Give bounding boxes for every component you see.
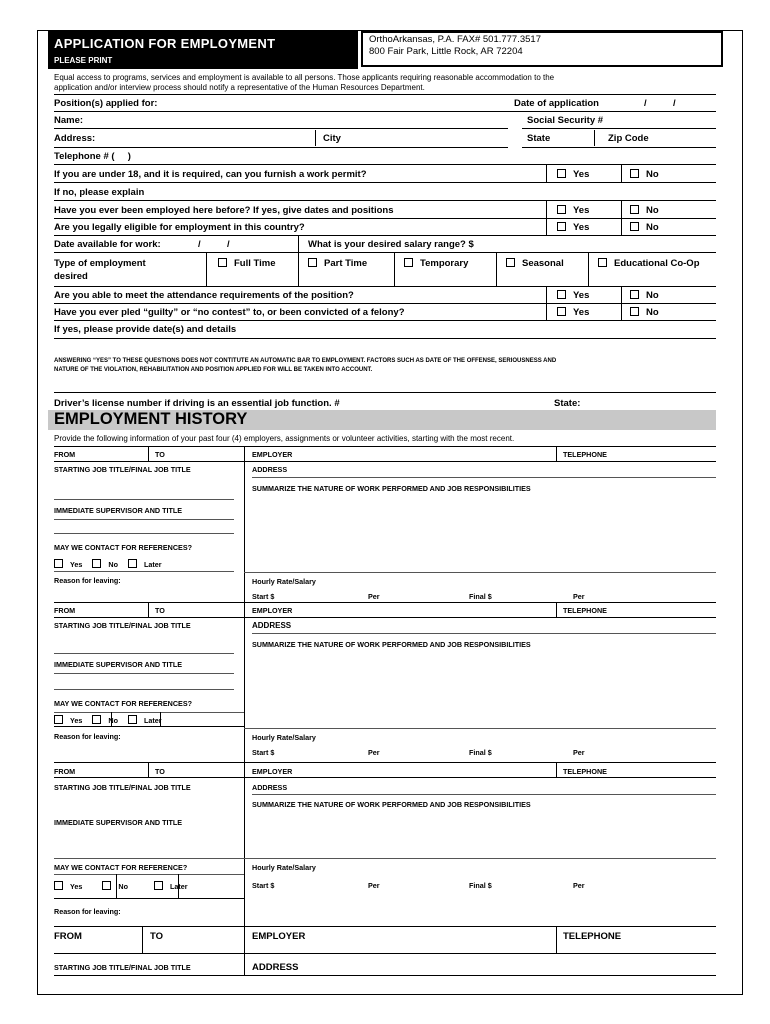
reason-leaving-label: Reason for leaving: bbox=[54, 732, 121, 741]
explain-label: If no, please explain bbox=[54, 187, 145, 198]
employed-here-question: Have you ever been employed here before? If yes, give dates and positions bbox=[54, 205, 394, 216]
start-pay-label: Start $ bbox=[252, 592, 275, 601]
job-title-label: STARTING JOB TITLE/FINAL JOB TITLE bbox=[54, 621, 191, 630]
employment-type-label: Type of employment bbox=[54, 258, 146, 269]
checkbox-icon bbox=[92, 559, 101, 568]
job-title-label: STARTING JOB TITLE/FINAL JOB TITLE bbox=[54, 465, 191, 474]
educational-co-op-option[interactable]: Educational Co-Op bbox=[598, 258, 700, 269]
form-title: APPLICATION FOR EMPLOYMENT bbox=[54, 36, 276, 51]
address-caps-label: ADDRESS bbox=[252, 783, 288, 792]
to-label: TO bbox=[155, 606, 165, 615]
from-label: FROM bbox=[54, 450, 76, 459]
work-permit-no[interactable]: No bbox=[630, 169, 659, 180]
equal-access-notice-2: application and/or interview process should notify a representative of the Human Resources Department. bbox=[54, 83, 425, 92]
company-address-box bbox=[361, 31, 723, 67]
hourly-rate-label: Hourly Rate/Salary bbox=[252, 577, 316, 586]
checkbox-icon bbox=[218, 258, 227, 267]
employer-label: EMPLOYER bbox=[252, 450, 293, 459]
employed-here-yes[interactable]: Yes bbox=[557, 205, 589, 216]
form-title-bar bbox=[48, 31, 358, 69]
employed-here-no[interactable]: No bbox=[630, 205, 659, 216]
part-time-option[interactable]: Part Time bbox=[308, 258, 367, 269]
employer-label: EMPLOYER bbox=[252, 767, 293, 776]
checkbox-icon bbox=[54, 881, 63, 890]
telephone-caps-label: TELEPHONE bbox=[563, 767, 607, 776]
final-pay-label: Final $ bbox=[469, 881, 492, 890]
work-permit-question: If you are under 18, and it is required, can you furnish a work permit? bbox=[54, 169, 367, 180]
contact-question: MAY WE CONTACT FOR REFERENCE? bbox=[54, 863, 188, 872]
checkbox-icon bbox=[404, 258, 413, 267]
summarize-label: SUMMARIZE THE NATURE OF WORK PERFORMED AND JOB RESPONSIBILITIES bbox=[252, 640, 531, 649]
checkbox-icon bbox=[54, 715, 63, 724]
address-caps-label: ADDRESS bbox=[252, 465, 288, 474]
ssn-label: Social Security # bbox=[527, 115, 604, 126]
checkbox-icon bbox=[630, 205, 639, 214]
eligible-no[interactable]: No bbox=[630, 222, 659, 233]
state-label: State bbox=[527, 133, 551, 144]
per-label: Per bbox=[368, 748, 380, 757]
contact-options[interactable]: Yes No Later bbox=[54, 715, 162, 725]
start-pay-label: Start $ bbox=[252, 881, 275, 890]
checkbox-icon bbox=[557, 222, 566, 231]
reason-leaving-label: Reason for leaving: bbox=[54, 907, 121, 916]
contact-question: MAY WE CONTACT FOR REFERENCES? bbox=[54, 699, 193, 708]
contact-options[interactable]: Yes No Later bbox=[54, 559, 162, 569]
per-label: Per bbox=[573, 748, 585, 757]
employer-label: EMPLOYER bbox=[252, 606, 293, 615]
seasonal-option[interactable]: Seasonal bbox=[506, 258, 564, 269]
salary-range-question: What is your desired salary range? $ bbox=[308, 239, 474, 250]
checkbox-icon bbox=[630, 307, 639, 316]
hourly-rate-label: Hourly Rate/Salary bbox=[252, 863, 316, 872]
from-label: FROM bbox=[54, 931, 82, 942]
checkbox-icon bbox=[102, 881, 111, 890]
employer-label: EMPLOYER bbox=[252, 931, 306, 942]
employment-history-title: EMPLOYMENT HISTORY bbox=[54, 410, 248, 428]
application-form bbox=[37, 30, 743, 995]
job-title-label: STARTING JOB TITLE/FINAL JOB TITLE bbox=[54, 783, 191, 792]
date-available-slashes: / / bbox=[198, 239, 230, 250]
attendance-yes[interactable]: Yes bbox=[557, 290, 589, 301]
checkbox-icon bbox=[308, 258, 317, 267]
checkbox-icon bbox=[630, 169, 639, 178]
per-label: Per bbox=[368, 881, 380, 890]
to-label: TO bbox=[155, 767, 165, 776]
disclaimer-line-1: ANSWERING “YES” TO THESE QUESTIONS DOES NOT CONTITUTE AN AUTOMATIC BAR TO EMPLOYMENT. FACTORS SUCH AS DATE OF THE OFFENSE, SERIOUSNESS AND bbox=[54, 358, 557, 364]
company-line-1: OrthoArkansas, P.A. FAX# 501.777.3517 bbox=[369, 34, 541, 45]
checkbox-icon bbox=[128, 715, 137, 724]
drivers-license-label: Driver’s license number if driving is an essential job function. # bbox=[54, 398, 340, 409]
to-label: TO bbox=[155, 450, 165, 459]
attendance-no[interactable]: No bbox=[630, 290, 659, 301]
checkbox-icon bbox=[557, 307, 566, 316]
reason-leaving-label: Reason for leaving: bbox=[54, 576, 121, 585]
checkbox-icon bbox=[630, 290, 639, 299]
address-label: Address: bbox=[54, 133, 96, 144]
start-pay-label: Start $ bbox=[252, 748, 275, 757]
felony-details-label: If yes, please provide date(s) and details bbox=[54, 324, 237, 335]
zip-code-label: Zip Code bbox=[608, 133, 649, 144]
to-label: TO bbox=[150, 931, 164, 942]
checkbox-icon bbox=[557, 290, 566, 299]
job-title-label: STARTING JOB TITLE/FINAL JOB TITLE bbox=[54, 963, 191, 972]
temporary-option[interactable]: Temporary bbox=[404, 258, 468, 269]
checkbox-icon bbox=[506, 258, 515, 267]
felony-yes[interactable]: Yes bbox=[557, 307, 589, 318]
per-label: Per bbox=[368, 592, 380, 601]
employment-type-label-2: desired bbox=[54, 271, 88, 282]
employment-instructions: Provide the following information of your past four (4) employers, assignments or volunteer activities, starting with the most recent. bbox=[54, 434, 515, 443]
from-label: FROM bbox=[54, 767, 76, 776]
checkbox-icon bbox=[557, 205, 566, 214]
position-label: Position(s) applied for: bbox=[54, 98, 158, 109]
address-caps-label: ADDRESS bbox=[252, 621, 292, 630]
checkbox-icon bbox=[54, 559, 63, 568]
eligible-yes[interactable]: Yes bbox=[557, 222, 589, 233]
contact-question: MAY WE CONTACT FOR REFERENCES? bbox=[54, 543, 193, 552]
telephone-caps-label: TELEPHONE bbox=[563, 450, 607, 459]
checkbox-icon bbox=[154, 881, 163, 890]
telephone-caps-label: TELEPHONE bbox=[563, 606, 607, 615]
contact-options[interactable]: Yes No Later bbox=[54, 881, 188, 891]
checkbox-icon bbox=[92, 715, 101, 724]
date-of-application-label: Date of application bbox=[514, 98, 599, 109]
telephone-label: Telephone # ( ) bbox=[54, 151, 131, 162]
equal-access-notice-1: Equal access to programs, services and employment is available to all persons. Those applicants requiring reasonable accommodation to the bbox=[54, 73, 555, 82]
hourly-rate-label: Hourly Rate/Salary bbox=[252, 733, 316, 742]
attendance-question: Are you able to meet the attendance requirements of the position? bbox=[54, 290, 354, 301]
date-of-application-slashes: / / bbox=[644, 98, 676, 109]
supervisor-label: IMMEDIATE SUPERVISOR AND TITLE bbox=[54, 506, 183, 515]
per-label: Per bbox=[573, 592, 585, 601]
felony-question: Have you ever pled “guilty” or “no contest” to, or been convicted of a felony? bbox=[54, 307, 405, 318]
from-label: FROM bbox=[54, 606, 76, 615]
checkbox-icon bbox=[630, 222, 639, 231]
form-subtitle: PLEASE PRINT bbox=[54, 56, 113, 65]
final-pay-label: Final $ bbox=[469, 748, 492, 757]
address-caps-label: ADDRESS bbox=[252, 962, 299, 973]
supervisor-label: IMMEDIATE SUPERVISOR AND TITLE bbox=[54, 818, 183, 827]
checkbox-icon bbox=[598, 258, 607, 267]
summarize-label: SUMMARIZE THE NATURE OF WORK PERFORMED AND JOB RESPONSIBILITIES bbox=[252, 800, 531, 809]
checkbox-icon bbox=[557, 169, 566, 178]
company-line-2: 800 Fair Park, Little Rock, AR 72204 bbox=[369, 46, 523, 57]
city-label: City bbox=[323, 133, 341, 144]
telephone-caps-label: TELEPHONE bbox=[563, 931, 622, 942]
disclaimer-line-2: NATURE OF THE VIOLATION, REHABILITATION AND POSITION APPLIED FOR WILL BE TAKEN INTO ACCOUNT. bbox=[54, 367, 373, 373]
name-label: Name: bbox=[54, 115, 84, 126]
work-permit-yes[interactable]: Yes bbox=[557, 169, 589, 180]
date-available-label: Date available for work: bbox=[54, 239, 161, 250]
final-pay-label: Final $ bbox=[469, 592, 492, 601]
felony-no[interactable]: No bbox=[630, 307, 659, 318]
checkbox-icon bbox=[128, 559, 137, 568]
supervisor-label: IMMEDIATE SUPERVISOR AND TITLE bbox=[54, 660, 183, 669]
summarize-label: SUMMARIZE THE NATURE OF WORK PERFORMED AND JOB RESPONSIBILITIES bbox=[252, 484, 531, 493]
full-time-option[interactable]: Full Time bbox=[218, 258, 276, 269]
drivers-license-state-label: State: bbox=[554, 398, 581, 409]
eligible-question: Are you legally eligible for employment in this country? bbox=[54, 222, 305, 233]
employment-history-header bbox=[48, 410, 716, 430]
per-label: Per bbox=[573, 881, 585, 890]
